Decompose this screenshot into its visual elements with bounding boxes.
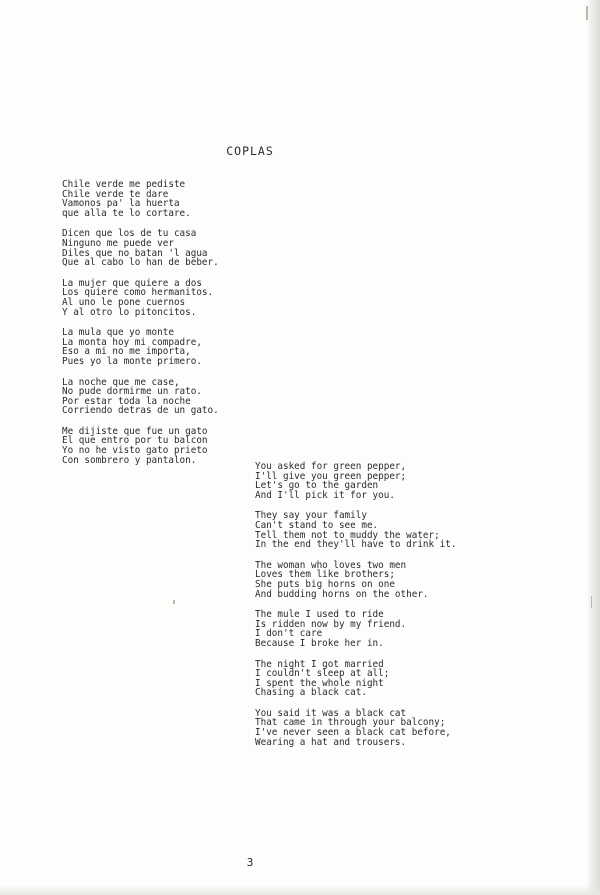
verse-line: La mula que yo monte: [62, 327, 174, 339]
verse-line: Con sombrero y pantalon.: [62, 454, 197, 466]
verse-line: Loves them like brothers;: [255, 569, 395, 581]
page-edge-shadow: [586, 0, 600, 895]
verse-line: The woman who loves two men: [255, 559, 407, 571]
stanza: [255, 561, 457, 599]
stanza: [62, 427, 219, 465]
verse-line: Tell them not to muddy the water;: [255, 529, 440, 541]
spanish-verses: [62, 180, 219, 476]
verse-line: Can't stand to see me.: [255, 519, 379, 531]
verse-line: Y al otro lo pitoncitos.: [62, 306, 197, 318]
stanza: [255, 462, 457, 500]
verse-line: Me dijiste que fue un gato: [62, 425, 208, 437]
verse-line: Por estar toda la noche: [62, 395, 191, 407]
stanza: [255, 660, 457, 698]
verse-line: Chile verde me pediste: [62, 179, 186, 190]
stanza: [62, 279, 219, 317]
scan-speck: [586, 6, 588, 20]
verse-line: I've never seen a black cat before,: [255, 727, 451, 739]
stanza: [255, 511, 457, 549]
verse-line: They say your family: [255, 510, 367, 522]
verse-line: You asked for green pepper,: [255, 461, 407, 472]
english-translation: [255, 462, 457, 758]
verse-line: La mujer que quiere a dos: [62, 277, 202, 289]
verse-line: She puts big horns on one: [255, 578, 395, 590]
verse-line: Is ridden now by my friend.: [255, 618, 407, 630]
verse-line: In the end they'll have to drink it.: [255, 539, 457, 551]
verse-line: Yo no he visto gato prieto: [62, 445, 208, 457]
scan-speck: [591, 596, 592, 608]
verse-line: Corriendo detras de un gato.: [62, 405, 219, 417]
stanza: [62, 229, 219, 267]
stanza: [62, 180, 219, 218]
verse-line: The night I got married: [255, 658, 384, 670]
page-number: 3: [246, 856, 254, 869]
scan-speck: [173, 600, 175, 604]
verse-line: I don't care: [255, 628, 323, 640]
verse-line: La monta hoy mi compadre,: [62, 336, 202, 348]
verse-line: That came in through your balcony;: [255, 717, 446, 729]
verse-line: You said it was a black cat: [255, 707, 407, 719]
verse-line: Ninguno me puede ver: [62, 237, 174, 249]
verse-line: La noche que me case,: [62, 376, 180, 388]
verse-line: Al uno le pone cuernos: [62, 296, 186, 308]
stanza: [255, 610, 457, 648]
verse-line: I'll give you green pepper;: [255, 470, 407, 482]
verse-line: que alla te lo cortare.: [62, 207, 191, 219]
verse-line: Pues yo la monte primero.: [62, 355, 202, 367]
verse-line: Los quiere como hermanitos.: [62, 287, 214, 299]
page-title: COPLAS: [226, 144, 274, 158]
verse-line: Eso a mi no me importa,: [62, 346, 191, 358]
stanza: [255, 709, 457, 747]
verse-line: Chile verde te dare: [62, 188, 169, 200]
verse-line: Dicen que los de tu casa: [62, 228, 197, 240]
verse-line: Diles que no batan 'l agua: [62, 247, 208, 259]
verse-line: No pude dormirme un rato.: [62, 386, 202, 398]
verse-line: And budding horns on the other.: [255, 588, 429, 600]
verse-line: Wearing a hat and trousers.: [255, 736, 407, 748]
verse-line: Vamonos pa' la huerta: [62, 198, 180, 210]
verse-line: I couldn't sleep at all;: [255, 668, 390, 680]
verse-line: Because I broke her in.: [255, 637, 384, 649]
stanza: [62, 378, 219, 416]
verse-line: I spent the whole night: [255, 677, 384, 689]
verse-line: Que al cabo lo han de beber.: [62, 257, 219, 269]
verse-line: And I'll pick it for you.: [255, 489, 395, 501]
verse-line: Chasing a black cat.: [255, 687, 367, 699]
verse-line: Let's go to the garden: [255, 480, 379, 492]
page-bottom-shadow: [0, 885, 600, 895]
verse-line: El que entro por tu balcon: [62, 435, 208, 447]
stanza: [62, 328, 219, 366]
verse-line: The mule I used to ride: [255, 609, 384, 621]
